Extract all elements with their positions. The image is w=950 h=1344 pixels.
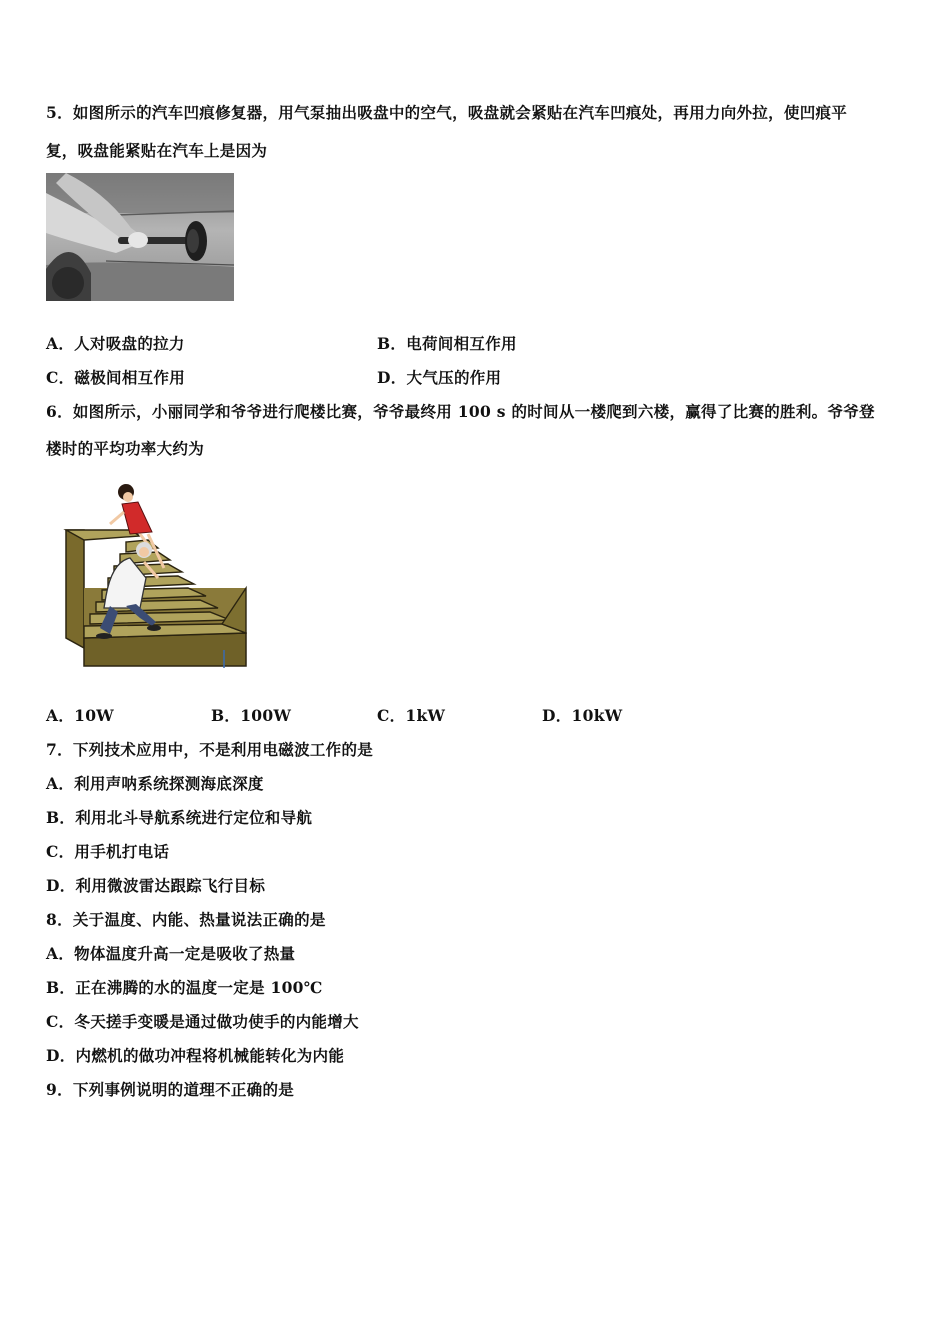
q5-option-d: D．大气压的作用 — [377, 368, 502, 387]
q7-option-b: B．利用北斗导航系统进行定位和导航 — [46, 808, 313, 827]
q6-stem-line2: 楼时的平均功率大约为 — [46, 439, 205, 458]
stair-climbing-illustration — [60, 478, 250, 670]
q7-stem: 7．下列技术应用中，不是利用电磁波工作的是 — [46, 740, 374, 759]
q7-option-d: D．利用微波雷达跟踪飞行目标 — [46, 876, 266, 895]
q8-stem: 8．关于温度、内能、热量说法正确的是 — [46, 910, 326, 929]
q8-option-c: C．冬天搓手变暖是通过做功使手的内能增大 — [46, 1012, 359, 1031]
q6-stem-line1: 6．如图所示，小丽同学和爷爷进行爬楼比赛，爷爷最终用 100 s 的时间从一楼爬到六楼，赢得了比赛的胜利。爷爷登 — [46, 402, 875, 421]
q9-stem: 9．下列事例说明的道理不正确的是 — [46, 1080, 295, 1099]
q5-stem-line1: 5．如图所示的汽车凹痕修复器，用气泵抽出吸盘中的空气，吸盘就会紧贴在汽车凹痕处，再用力向外拉，使凹痕平 — [46, 103, 848, 122]
q5-stem-line2: 复，吸盘能紧贴在汽车上是因为 — [46, 141, 268, 160]
car-dent-repair-photo — [46, 173, 234, 301]
q6-option-c: C．1kW — [377, 706, 446, 725]
q8-option-b: B．正在沸腾的水的温度一定是 100℃ — [46, 978, 323, 997]
q5-option-b: B．电荷间相互作用 — [377, 334, 517, 353]
q6-option-d: D．10kW — [542, 706, 623, 725]
q7-option-c: C．用手机打电话 — [46, 842, 170, 861]
q8-option-d: D．内燃机的做功冲程将机械能转化为内能 — [46, 1046, 345, 1065]
q5-option-a: A．人对吸盘的拉力 — [46, 334, 185, 353]
q6-option-b: B．100W — [211, 706, 292, 725]
q8-option-a: A．物体温度升高一定是吸收了热量 — [46, 944, 296, 963]
q6-option-a: A．10W — [46, 706, 115, 725]
q7-option-a: A．利用声呐系统探测海底深度 — [46, 774, 264, 793]
q5-option-c: C．磁极间相互作用 — [46, 368, 186, 387]
